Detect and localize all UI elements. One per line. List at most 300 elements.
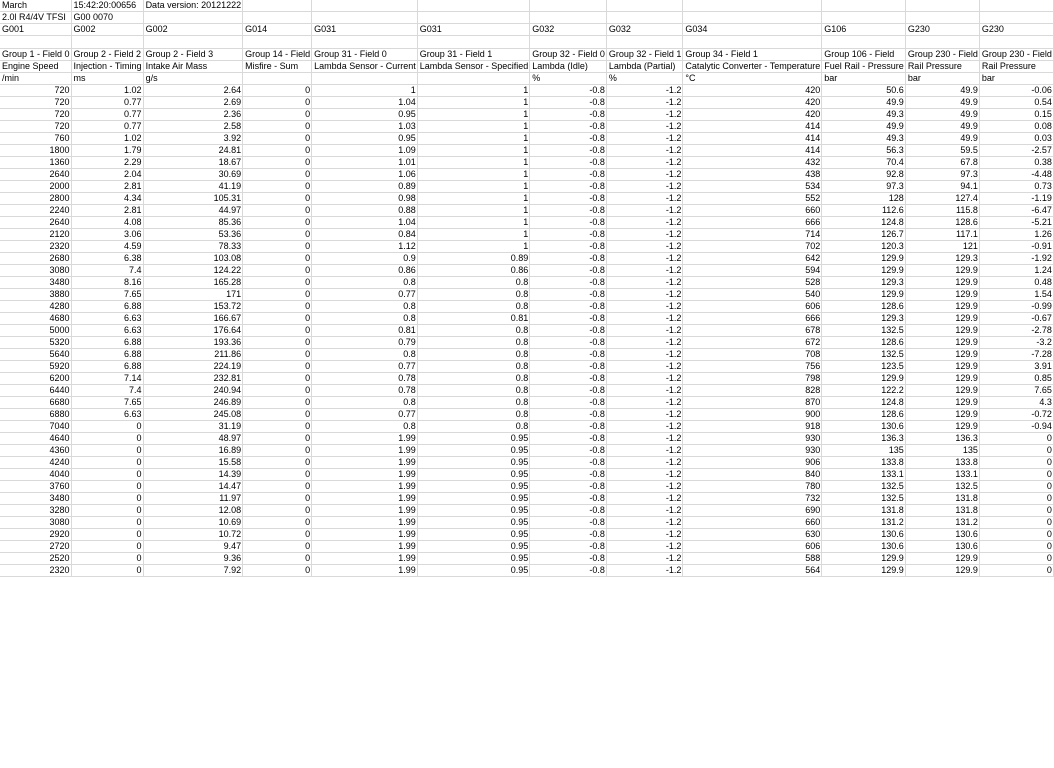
data-cell[interactable]: 1.99 — [312, 540, 418, 552]
data-cell[interactable]: 906 — [683, 456, 822, 468]
data-cell[interactable]: 420 — [683, 84, 822, 96]
data-cell[interactable]: 660 — [683, 204, 822, 216]
data-cell[interactable]: 0.8 — [417, 396, 530, 408]
data-cell[interactable]: 1.04 — [312, 216, 418, 228]
header-cell[interactable] — [312, 72, 418, 84]
header-cell[interactable]: % — [606, 72, 683, 84]
data-cell[interactable]: 0 — [243, 204, 312, 216]
data-cell[interactable]: 2.69 — [143, 96, 243, 108]
data-cell[interactable]: 6.63 — [71, 324, 143, 336]
data-cell[interactable]: -0.8 — [530, 348, 607, 360]
data-cell[interactable]: -6.47 — [979, 204, 1053, 216]
data-cell[interactable]: 0 — [243, 444, 312, 456]
data-cell[interactable]: 129.9 — [822, 252, 906, 264]
data-cell[interactable]: 129.3 — [905, 252, 979, 264]
data-cell[interactable]: 0.95 — [417, 528, 530, 540]
data-cell[interactable]: 1360 — [0, 156, 71, 168]
header-cell[interactable]: G031 — [417, 24, 530, 36]
header-cell[interactable] — [312, 36, 418, 49]
data-cell[interactable]: 2320 — [0, 564, 71, 576]
data-cell[interactable]: 0 — [243, 240, 312, 252]
data-cell[interactable]: 0.8 — [312, 312, 418, 324]
header-cell[interactable]: Group 2 - Field 2 — [71, 48, 143, 60]
data-cell[interactable]: -1.2 — [606, 192, 683, 204]
data-cell[interactable]: 0 — [243, 252, 312, 264]
header-cell[interactable]: bar — [905, 72, 979, 84]
data-cell[interactable]: 0.84 — [312, 228, 418, 240]
data-cell[interactable]: 11.97 — [143, 492, 243, 504]
data-cell[interactable]: 129.9 — [905, 372, 979, 384]
data-cell[interactable]: 171 — [143, 288, 243, 300]
data-cell[interactable]: 0.38 — [979, 156, 1053, 168]
data-cell[interactable]: -1.2 — [606, 288, 683, 300]
data-cell[interactable]: -0.8 — [530, 264, 607, 276]
data-cell[interactable]: 666 — [683, 216, 822, 228]
data-cell[interactable]: 0 — [979, 552, 1053, 564]
data-cell[interactable]: 131.2 — [905, 516, 979, 528]
data-cell[interactable]: -0.8 — [530, 432, 607, 444]
data-cell[interactable]: 0 — [243, 516, 312, 528]
data-cell[interactable]: -1.2 — [606, 372, 683, 384]
header-cell[interactable]: Lambda Sensor - Current — [312, 60, 418, 72]
data-cell[interactable]: 121 — [905, 240, 979, 252]
data-cell[interactable]: 18.67 — [143, 156, 243, 168]
data-cell[interactable]: 24.81 — [143, 144, 243, 156]
data-cell[interactable]: 0 — [243, 564, 312, 576]
data-cell[interactable]: 528 — [683, 276, 822, 288]
data-cell[interactable]: 4640 — [0, 432, 71, 444]
data-cell[interactable]: 129.9 — [905, 348, 979, 360]
data-cell[interactable]: 0 — [979, 480, 1053, 492]
data-cell[interactable]: 0.77 — [312, 288, 418, 300]
data-cell[interactable]: 0.78 — [312, 384, 418, 396]
data-cell[interactable]: 2.64 — [143, 84, 243, 96]
data-cell[interactable]: -0.8 — [530, 180, 607, 192]
data-cell[interactable]: 130.6 — [822, 540, 906, 552]
data-cell[interactable]: 131.8 — [905, 504, 979, 516]
data-cell[interactable]: 129.9 — [905, 384, 979, 396]
data-cell[interactable]: 690 — [683, 504, 822, 516]
data-cell[interactable]: 8.16 — [71, 276, 143, 288]
data-cell[interactable]: 780 — [683, 480, 822, 492]
data-cell[interactable]: 128 — [822, 192, 906, 204]
data-cell[interactable]: 176.64 — [143, 324, 243, 336]
data-cell[interactable]: 1.99 — [312, 468, 418, 480]
data-cell[interactable]: -1.2 — [606, 444, 683, 456]
header-cell[interactable]: Group 230 - Field — [979, 48, 1053, 60]
data-cell[interactable]: -0.8 — [530, 120, 607, 132]
data-cell[interactable]: 0.8 — [417, 384, 530, 396]
data-cell[interactable]: 3.06 — [71, 228, 143, 240]
data-cell[interactable]: 534 — [683, 180, 822, 192]
data-cell[interactable]: 1 — [417, 108, 530, 120]
data-cell[interactable]: 67.8 — [905, 156, 979, 168]
header-cell[interactable] — [979, 36, 1053, 49]
data-cell[interactable]: 3.91 — [979, 360, 1053, 372]
data-cell[interactable]: 0 — [243, 84, 312, 96]
data-cell[interactable]: 0.95 — [417, 444, 530, 456]
data-cell[interactable]: 0 — [243, 168, 312, 180]
data-cell[interactable]: 49.9 — [822, 120, 906, 132]
header-cell[interactable] — [905, 36, 979, 49]
header-cell[interactable] — [0, 36, 71, 49]
data-cell[interactable]: -1.2 — [606, 120, 683, 132]
data-cell[interactable]: 1 — [417, 192, 530, 204]
data-cell[interactable]: 0.77 — [71, 120, 143, 132]
header-cell[interactable] — [606, 36, 683, 49]
header-cell[interactable] — [905, 0, 979, 12]
data-cell[interactable]: -0.8 — [530, 516, 607, 528]
data-cell[interactable]: 2000 — [0, 180, 71, 192]
header-cell[interactable]: Intake Air Mass — [143, 60, 243, 72]
data-cell[interactable]: 165.28 — [143, 276, 243, 288]
data-cell[interactable]: 414 — [683, 120, 822, 132]
header-cell[interactable] — [530, 12, 607, 24]
data-cell[interactable]: 666 — [683, 312, 822, 324]
data-cell[interactable]: 0 — [243, 312, 312, 324]
data-cell[interactable]: 0 — [243, 492, 312, 504]
header-cell[interactable]: G032 — [530, 24, 607, 36]
data-cell[interactable]: 2800 — [0, 192, 71, 204]
header-cell[interactable]: G106 — [822, 24, 906, 36]
data-cell[interactable]: 0 — [243, 384, 312, 396]
data-cell[interactable]: 0.86 — [312, 264, 418, 276]
data-cell[interactable]: -0.8 — [530, 420, 607, 432]
data-cell[interactable]: 1.02 — [71, 132, 143, 144]
data-cell[interactable]: 0 — [979, 444, 1053, 456]
data-cell[interactable]: 0 — [979, 540, 1053, 552]
data-cell[interactable]: -0.8 — [530, 276, 607, 288]
data-cell[interactable]: 0 — [979, 516, 1053, 528]
header-cell[interactable] — [312, 0, 418, 12]
data-cell[interactable]: 918 — [683, 420, 822, 432]
header-cell[interactable]: G002 — [143, 24, 243, 36]
data-cell[interactable]: 2.58 — [143, 120, 243, 132]
data-cell[interactable]: -0.8 — [530, 336, 607, 348]
data-cell[interactable]: 1.99 — [312, 432, 418, 444]
data-cell[interactable]: 642 — [683, 252, 822, 264]
data-cell[interactable]: 1.24 — [979, 264, 1053, 276]
header-cell[interactable]: G230 — [905, 24, 979, 36]
data-cell[interactable]: 117.1 — [905, 228, 979, 240]
data-cell[interactable]: 97.3 — [822, 180, 906, 192]
data-cell[interactable]: -0.8 — [530, 468, 607, 480]
data-cell[interactable]: 0.95 — [417, 552, 530, 564]
data-cell[interactable]: 6440 — [0, 384, 71, 396]
data-cell[interactable]: -1.2 — [606, 504, 683, 516]
data-cell[interactable]: 672 — [683, 336, 822, 348]
data-cell[interactable]: 0 — [243, 276, 312, 288]
data-cell[interactable]: -1.2 — [606, 420, 683, 432]
data-cell[interactable]: 1 — [417, 216, 530, 228]
header-cell[interactable] — [243, 72, 312, 84]
data-cell[interactable]: 0.8 — [312, 276, 418, 288]
data-cell[interactable]: 0.98 — [312, 192, 418, 204]
data-cell[interactable]: 0.77 — [312, 360, 418, 372]
data-cell[interactable]: -0.8 — [530, 156, 607, 168]
data-cell[interactable]: -7.28 — [979, 348, 1053, 360]
header-cell[interactable] — [417, 72, 530, 84]
header-cell[interactable]: 15:42:20:00656 — [71, 0, 143, 12]
data-cell[interactable]: 0.95 — [417, 480, 530, 492]
data-cell[interactable]: 49.9 — [905, 84, 979, 96]
data-cell[interactable]: 0 — [71, 540, 143, 552]
header-cell[interactable] — [822, 0, 906, 12]
data-cell[interactable]: 166.67 — [143, 312, 243, 324]
data-cell[interactable]: 606 — [683, 300, 822, 312]
data-cell[interactable]: 0.77 — [71, 96, 143, 108]
data-cell[interactable]: -4.48 — [979, 168, 1053, 180]
data-cell[interactable]: -0.8 — [530, 192, 607, 204]
data-cell[interactable]: -1.2 — [606, 144, 683, 156]
data-cell[interactable]: 1 — [417, 240, 530, 252]
data-cell[interactable]: 1 — [417, 168, 530, 180]
data-cell[interactable]: 130.6 — [822, 528, 906, 540]
header-cell[interactable]: Group 31 - Field 0 — [312, 48, 418, 60]
data-cell[interactable]: 0.86 — [417, 264, 530, 276]
data-cell[interactable]: 131.8 — [905, 492, 979, 504]
data-cell[interactable]: -5.21 — [979, 216, 1053, 228]
data-cell[interactable]: 129.9 — [822, 552, 906, 564]
header-cell[interactable] — [979, 0, 1053, 12]
data-cell[interactable]: 49.9 — [905, 108, 979, 120]
data-cell[interactable]: 588 — [683, 552, 822, 564]
data-cell[interactable]: -0.8 — [530, 492, 607, 504]
data-cell[interactable]: 0.8 — [417, 324, 530, 336]
data-cell[interactable]: 94.1 — [905, 180, 979, 192]
data-cell[interactable]: 7.4 — [71, 264, 143, 276]
data-cell[interactable]: -0.8 — [530, 480, 607, 492]
data-cell[interactable]: 0 — [243, 120, 312, 132]
data-cell[interactable]: 0 — [71, 420, 143, 432]
data-cell[interactable]: 4040 — [0, 468, 71, 480]
header-cell[interactable]: G034 — [683, 24, 822, 36]
data-cell[interactable]: 136.3 — [905, 432, 979, 444]
data-cell[interactable]: 1 — [417, 132, 530, 144]
data-cell[interactable]: 0 — [243, 300, 312, 312]
data-cell[interactable]: 124.8 — [822, 396, 906, 408]
data-cell[interactable]: 798 — [683, 372, 822, 384]
header-cell[interactable]: 2.0l R4/4V TFSI — [0, 12, 71, 24]
data-cell[interactable]: -0.8 — [530, 252, 607, 264]
header-cell[interactable]: G230 — [979, 24, 1053, 36]
data-cell[interactable]: 211.86 — [143, 348, 243, 360]
data-cell[interactable]: -0.8 — [530, 108, 607, 120]
data-cell[interactable]: -0.8 — [530, 288, 607, 300]
data-cell[interactable]: 135 — [905, 444, 979, 456]
data-cell[interactable]: 129.9 — [822, 564, 906, 576]
data-cell[interactable]: 1.99 — [312, 504, 418, 516]
data-cell[interactable]: 70.4 — [822, 156, 906, 168]
data-cell[interactable]: 7.65 — [71, 396, 143, 408]
data-cell[interactable]: 129.9 — [905, 396, 979, 408]
data-cell[interactable]: 0 — [243, 456, 312, 468]
data-cell[interactable]: -1.2 — [606, 564, 683, 576]
data-cell[interactable]: -1.2 — [606, 516, 683, 528]
data-cell[interactable]: -1.2 — [606, 384, 683, 396]
data-cell[interactable]: -0.8 — [530, 528, 607, 540]
data-cell[interactable]: -0.8 — [530, 168, 607, 180]
data-cell[interactable]: 414 — [683, 144, 822, 156]
data-cell[interactable]: 49.9 — [905, 96, 979, 108]
data-cell[interactable]: -1.2 — [606, 240, 683, 252]
data-cell[interactable]: 6.88 — [71, 300, 143, 312]
data-cell[interactable]: -1.2 — [606, 348, 683, 360]
data-cell[interactable]: 0.8 — [312, 420, 418, 432]
data-cell[interactable]: 246.89 — [143, 396, 243, 408]
data-cell[interactable]: 702 — [683, 240, 822, 252]
data-cell[interactable]: 129.3 — [822, 312, 906, 324]
data-cell[interactable]: 129.9 — [905, 300, 979, 312]
data-cell[interactable]: -1.2 — [606, 204, 683, 216]
data-cell[interactable]: -1.2 — [606, 132, 683, 144]
data-cell[interactable]: 1 — [417, 120, 530, 132]
data-cell[interactable]: 49.9 — [822, 96, 906, 108]
data-cell[interactable]: 129.9 — [905, 288, 979, 300]
data-cell[interactable]: 132.5 — [822, 324, 906, 336]
data-cell[interactable]: 132.5 — [822, 480, 906, 492]
data-cell[interactable]: 193.36 — [143, 336, 243, 348]
data-cell[interactable]: 127.4 — [905, 192, 979, 204]
data-cell[interactable]: 132.5 — [822, 348, 906, 360]
data-cell[interactable]: 0 — [243, 432, 312, 444]
header-cell[interactable]: % — [530, 72, 607, 84]
data-cell[interactable]: 1.12 — [312, 240, 418, 252]
header-cell[interactable] — [905, 12, 979, 24]
data-cell[interactable]: 2120 — [0, 228, 71, 240]
data-cell[interactable]: -0.8 — [530, 540, 607, 552]
data-cell[interactable]: 732 — [683, 492, 822, 504]
data-cell[interactable]: 0 — [243, 540, 312, 552]
data-cell[interactable]: 1 — [417, 84, 530, 96]
header-cell[interactable]: Group 32 - Field 1 — [606, 48, 683, 60]
data-cell[interactable]: 0.8 — [417, 300, 530, 312]
data-cell[interactable]: 129.9 — [905, 264, 979, 276]
header-cell[interactable]: G014 — [243, 24, 312, 36]
data-cell[interactable]: 2320 — [0, 240, 71, 252]
data-cell[interactable]: -0.8 — [530, 456, 607, 468]
data-cell[interactable]: 0.89 — [417, 252, 530, 264]
header-cell[interactable]: Group 32 - Field 0 — [530, 48, 607, 60]
data-cell[interactable]: 0.79 — [312, 336, 418, 348]
data-cell[interactable]: 5320 — [0, 336, 71, 348]
header-cell[interactable] — [243, 0, 312, 12]
header-cell[interactable]: Injection - Timing — [71, 60, 143, 72]
data-cell[interactable]: -1.2 — [606, 156, 683, 168]
header-cell[interactable]: March — [0, 0, 71, 12]
header-cell[interactable]: Misfire - Sum — [243, 60, 312, 72]
data-cell[interactable]: 1.01 — [312, 156, 418, 168]
data-cell[interactable]: -0.8 — [530, 240, 607, 252]
header-cell[interactable] — [143, 12, 243, 24]
header-cell[interactable] — [243, 12, 312, 24]
data-cell[interactable]: 1 — [417, 228, 530, 240]
data-cell[interactable]: 6.63 — [71, 312, 143, 324]
data-cell[interactable]: 3480 — [0, 276, 71, 288]
data-cell[interactable]: 660 — [683, 516, 822, 528]
data-cell[interactable]: 1 — [312, 84, 418, 96]
data-cell[interactable]: 245.08 — [143, 408, 243, 420]
data-cell[interactable]: 1.99 — [312, 552, 418, 564]
data-cell[interactable]: 0 — [243, 396, 312, 408]
data-cell[interactable]: -0.8 — [530, 372, 607, 384]
data-cell[interactable]: 1800 — [0, 144, 71, 156]
data-cell[interactable]: 41.19 — [143, 180, 243, 192]
data-cell[interactable]: 0 — [243, 552, 312, 564]
data-cell[interactable]: 0 — [979, 468, 1053, 480]
data-cell[interactable]: 1.99 — [312, 456, 418, 468]
data-cell[interactable]: 129.3 — [822, 276, 906, 288]
data-cell[interactable]: -0.8 — [530, 312, 607, 324]
data-cell[interactable]: 123.5 — [822, 360, 906, 372]
data-cell[interactable]: 4680 — [0, 312, 71, 324]
data-cell[interactable]: -0.8 — [530, 384, 607, 396]
data-cell[interactable]: 133.1 — [822, 468, 906, 480]
data-cell[interactable]: 0.95 — [417, 456, 530, 468]
data-cell[interactable]: 930 — [683, 432, 822, 444]
data-cell[interactable]: -0.94 — [979, 420, 1053, 432]
data-cell[interactable]: -1.2 — [606, 360, 683, 372]
data-cell[interactable]: 31.19 — [143, 420, 243, 432]
data-cell[interactable]: -0.8 — [530, 396, 607, 408]
data-cell[interactable]: 840 — [683, 468, 822, 480]
data-cell[interactable]: 420 — [683, 108, 822, 120]
data-cell[interactable]: -0.8 — [530, 144, 607, 156]
data-cell[interactable]: 129.9 — [905, 564, 979, 576]
data-cell[interactable]: 0 — [71, 528, 143, 540]
data-cell[interactable]: 2920 — [0, 528, 71, 540]
data-cell[interactable]: 1.79 — [71, 144, 143, 156]
data-cell[interactable]: -0.8 — [530, 132, 607, 144]
data-cell[interactable]: -1.2 — [606, 528, 683, 540]
header-cell[interactable] — [822, 12, 906, 24]
data-cell[interactable]: 678 — [683, 324, 822, 336]
header-cell[interactable]: Data version: 20121222 — [143, 0, 243, 12]
data-cell[interactable]: 720 — [0, 120, 71, 132]
data-cell[interactable]: 133.1 — [905, 468, 979, 480]
header-cell[interactable] — [822, 36, 906, 49]
data-cell[interactable]: 0.95 — [417, 432, 530, 444]
data-cell[interactable]: 133.8 — [822, 456, 906, 468]
data-cell[interactable]: 1.99 — [312, 480, 418, 492]
data-cell[interactable]: 5920 — [0, 360, 71, 372]
data-cell[interactable]: -1.2 — [606, 336, 683, 348]
data-cell[interactable]: 4240 — [0, 456, 71, 468]
data-cell[interactable]: 0.8 — [417, 336, 530, 348]
data-cell[interactable]: 129.9 — [905, 324, 979, 336]
data-cell[interactable]: 0.48 — [979, 276, 1053, 288]
data-cell[interactable]: 85.36 — [143, 216, 243, 228]
data-cell[interactable]: 0 — [243, 468, 312, 480]
data-cell[interactable]: 30.69 — [143, 168, 243, 180]
data-cell[interactable]: 16.89 — [143, 444, 243, 456]
header-cell[interactable]: Rail Pressure — [979, 60, 1053, 72]
data-cell[interactable]: 0 — [243, 180, 312, 192]
data-cell[interactable]: 0.08 — [979, 120, 1053, 132]
data-cell[interactable]: 1.99 — [312, 528, 418, 540]
data-cell[interactable]: 14.47 — [143, 480, 243, 492]
data-cell[interactable]: 6.63 — [71, 408, 143, 420]
data-cell[interactable]: 49.9 — [905, 120, 979, 132]
data-cell[interactable]: 0 — [979, 432, 1053, 444]
data-cell[interactable]: 6.88 — [71, 348, 143, 360]
header-cell[interactable]: Group 230 - Field — [905, 48, 979, 60]
data-cell[interactable]: 53.36 — [143, 228, 243, 240]
data-cell[interactable]: -1.2 — [606, 84, 683, 96]
data-cell[interactable]: 0 — [243, 360, 312, 372]
data-cell[interactable]: 5640 — [0, 348, 71, 360]
data-cell[interactable]: 124.8 — [822, 216, 906, 228]
